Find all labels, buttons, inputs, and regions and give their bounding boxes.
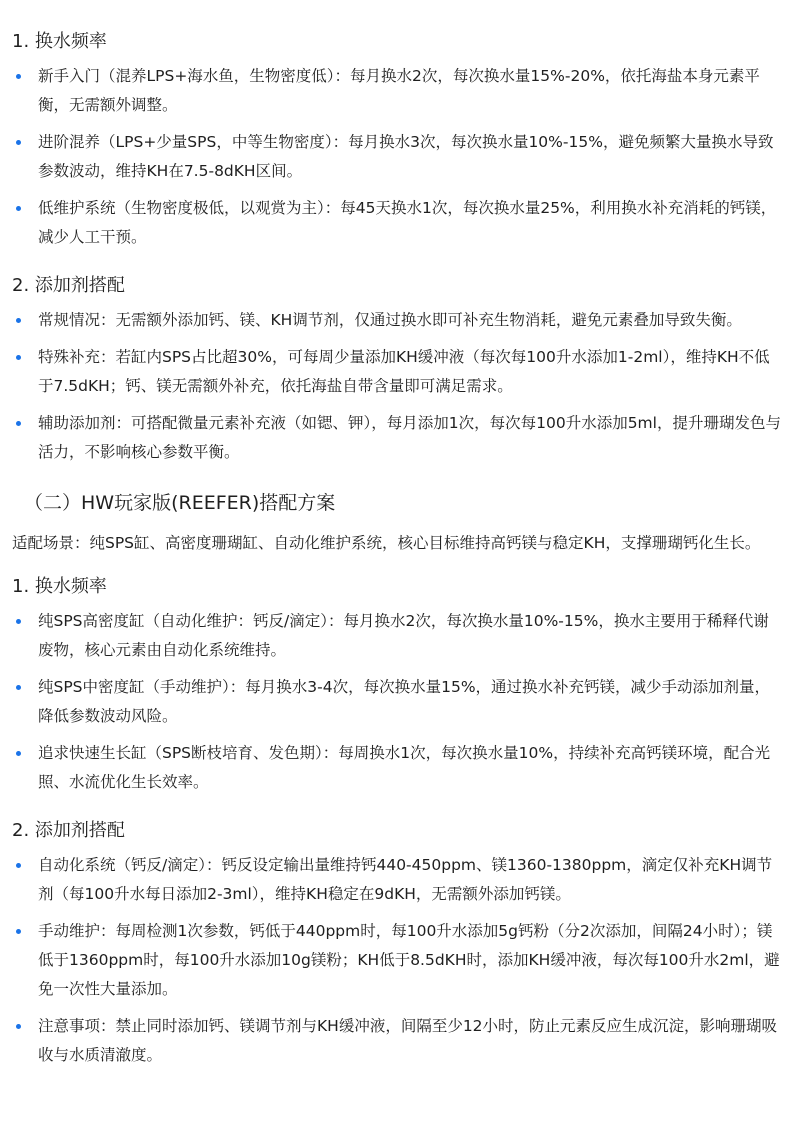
bullet-icon <box>16 929 21 934</box>
bullet-icon <box>16 421 21 426</box>
list-item-text: 进阶混养（LPS+少量SPS，中等生物密度）：每月换水3次，每次换水量10%-15%，避免频繁大量换水导致参数波动，维持KH在7.5-8dKH区间。 <box>38 133 774 180</box>
list-item <box>12 409 782 467</box>
list-item-text: 纯SPS中密度缸（手动维护）：每月换水3-4次，每次换水量15%，通过换水补充钙镁，减少手动添加剂量，降低参数波动风险。 <box>38 678 771 725</box>
bullet-icon <box>16 318 21 323</box>
list-item-text: 手动维护：每周检测1次参数，钙低于440ppm时，每100升水添加5g钙粉（分2次添加，间隔24小时）；镁低于1360ppm时，每100升水添加10g镁粉；KH低于8.5dKH时，添加KH缓冲液，每次每100升水2ml，避免一次性大量添加。 <box>38 922 780 998</box>
list-item <box>12 194 782 252</box>
list-item-text: 低维护系统（生物密度极低，以观赏为主）：每45天换水1次，每次换水量25%，利用换水补充消耗的钙镁，减少人工干预。 <box>38 199 777 246</box>
hw-scene-paragraph: 适配场景：纯SPS缸、高密度珊瑚缸、自动化维护系统，核心目标维持高钙镁与稳定KH，支撑珊瑚钙化生长。 <box>12 534 761 552</box>
list-item <box>12 343 782 401</box>
section-heading-additives: 2. 添加剂搭配 <box>12 275 125 296</box>
list-item <box>12 1012 782 1070</box>
additives-list <box>12 306 782 467</box>
bullet-icon <box>16 74 21 79</box>
list-item <box>12 673 782 731</box>
list-item-text: 纯SPS高密度缸（自动化维护：钙反/滴定）：每月换水2次，每次换水量10%-15%，换水主要用于稀释代谢废物，核心元素由自动化系统维持。 <box>38 612 769 659</box>
hw-water-change-list <box>12 607 782 797</box>
list-item-text: 注意事项：禁止同时添加钙、镁调节剂与KH缓冲液，间隔至少12小时，防止元素反应生成沉淀，影响珊瑚吸收与水质清澈度。 <box>38 1017 778 1064</box>
bullet-icon <box>16 685 21 690</box>
list-item <box>12 607 782 665</box>
document-page <box>0 29 790 1147</box>
list-item <box>12 128 782 186</box>
list-item <box>12 62 782 120</box>
bullet-icon <box>16 355 21 360</box>
bullet-icon <box>16 1024 21 1029</box>
list-item <box>12 739 782 797</box>
bullet-icon <box>16 863 21 868</box>
bullet-icon <box>16 619 21 624</box>
bullet-icon <box>16 140 21 145</box>
list-item-text: 常规情况：无需额外添加钙、镁、KH调节剂，仅通过换水即可补充生物消耗，避免元素叠加导致失衡。 <box>38 311 742 329</box>
section-heading-water-change: 1. 换水频率 <box>12 31 107 52</box>
bullet-icon <box>16 751 21 756</box>
bullet-icon <box>16 206 21 211</box>
hw-additives-list <box>12 851 782 1070</box>
list-item-text: 新手入门（混养LPS+海水鱼，生物密度低）：每月换水2次，每次换水量15%-20%，依托海盐本身元素平衡，无需额外调整。 <box>38 67 760 114</box>
hw-heading-additives: 2. 添加剂搭配 <box>12 820 125 841</box>
water-change-list <box>12 62 782 252</box>
list-item <box>12 917 782 1004</box>
hw-heading-water-change: 1. 换水频率 <box>12 576 107 597</box>
list-item <box>12 306 782 335</box>
hw-section-title: （二）HW玩家版(REEFER)搭配方案 <box>24 492 336 514</box>
list-item <box>12 851 782 909</box>
list-item-text: 自动化系统（钙反/滴定）：钙反设定输出量维持钙440-450ppm、镁1360-1380ppm，滴定仅补充KH调节剂（每100升水每日添加2-3ml），维持KH稳定在9dKH，无需额外添加钙镁。 <box>38 856 773 903</box>
list-item-text: 追求快速生长缸（SPS断枝培育、发色期）：每周换水1次，每次换水量10%，持续补充高钙镁环境，配合光照、水流优化生长效率。 <box>38 744 771 791</box>
list-item-text: 辅助添加剂：可搭配微量元素补充液（如锶、钾），每月添加1次，每次每100升水添加5ml，提升珊瑚发色与活力，不影响核心参数平衡。 <box>38 414 781 461</box>
list-item-text: 特殊补充：若缸内SPS占比超30%，可每周少量添加KH缓冲液（每次每100升水添加1-2ml），维持KH不低于7.5dKH；钙、镁无需额外补充，依托海盐自带含量即可满足需求。 <box>38 348 770 395</box>
